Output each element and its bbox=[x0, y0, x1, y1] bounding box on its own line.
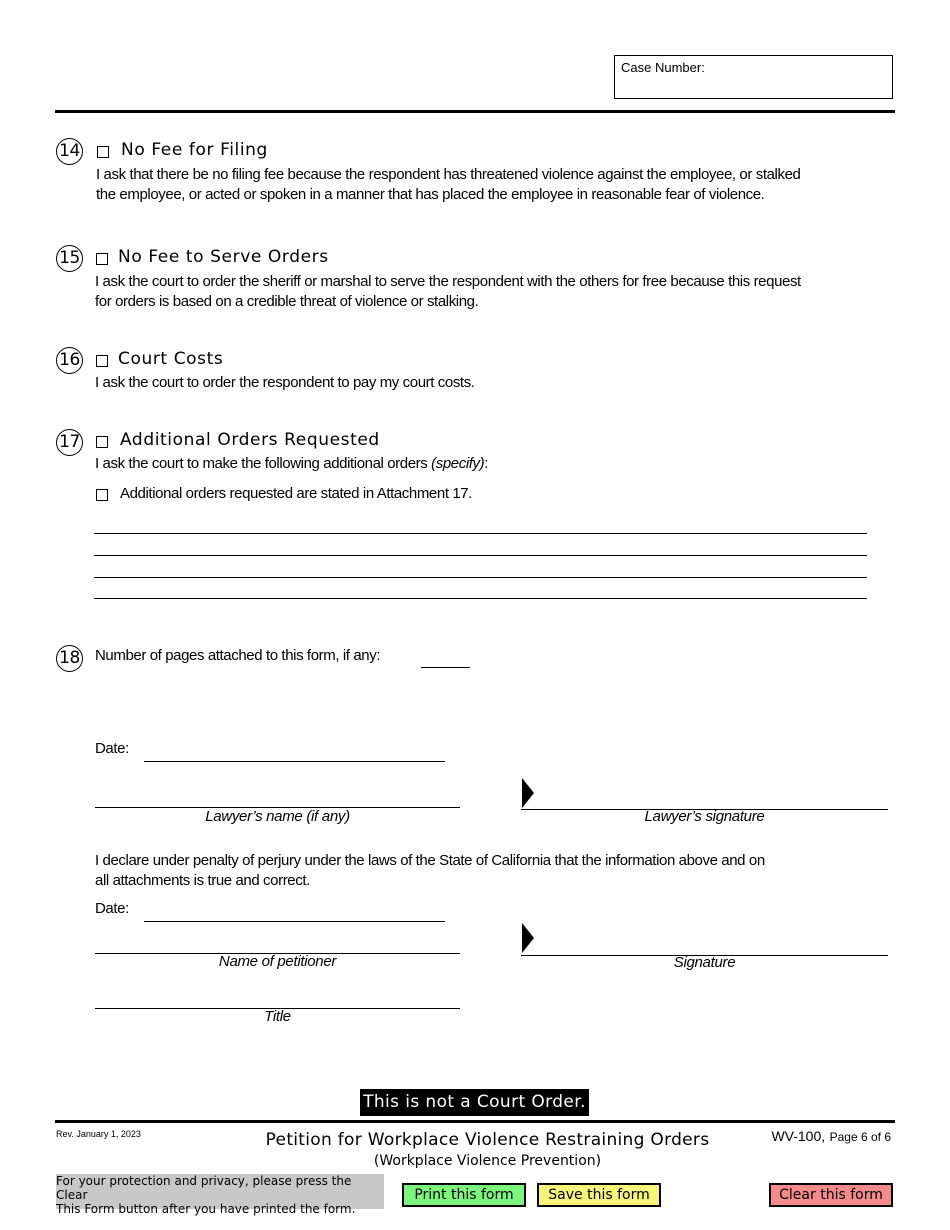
item-17-text-suffix: : bbox=[484, 455, 488, 472]
title-label: Title bbox=[264, 1008, 291, 1025]
print-form-button[interactable]: Print this form bbox=[402, 1183, 526, 1207]
declaration-line-1: I declare under penalty of perjury under the laws of the State of California that the information above and on bbox=[95, 852, 765, 869]
item-15-checkbox[interactable] bbox=[96, 253, 108, 265]
item-18-number: 18 bbox=[56, 645, 83, 672]
item-17-line-3[interactable] bbox=[94, 577, 867, 578]
petitioner-signature-label: Signature bbox=[673, 954, 736, 971]
item-17-line-1[interactable] bbox=[94, 533, 867, 534]
item-15-title: No Fee to Serve Orders bbox=[118, 247, 329, 267]
item-15-text-line-1: I ask the court to order the sheriff or marshal to serve the respondent with the others for free because this request bbox=[95, 273, 801, 290]
date-label-1: Date: bbox=[95, 740, 129, 757]
lawyer-name-label: Lawyer’s name (if any) bbox=[205, 808, 350, 825]
case-number-label: Case Number: bbox=[621, 60, 705, 75]
save-form-button[interactable]: Save this form bbox=[537, 1183, 661, 1207]
signature-arrow-icon bbox=[522, 778, 534, 808]
not-court-order-notice: This is not a Court Order. bbox=[360, 1089, 589, 1116]
item-17-text-prefix: I ask the court to make the following additional orders bbox=[95, 455, 432, 472]
page-info: Page 6 of 6 bbox=[829, 1130, 891, 1144]
item-18-text: Number of pages attached to this form, if any: bbox=[95, 647, 381, 664]
item-17-number: 17 bbox=[56, 429, 83, 456]
revision-date: Rev. January 1, 2023 bbox=[56, 1129, 141, 1139]
lawyer-signature-label: Lawyer’s signature bbox=[644, 808, 765, 825]
item-17-text-specify: (specify) bbox=[431, 455, 485, 472]
item-17-checkbox[interactable] bbox=[96, 436, 108, 448]
item-14-title: No Fee for Filing bbox=[121, 140, 268, 160]
item-15-text-line-2: for orders is based on a credible threat of violence or stalking. bbox=[95, 293, 479, 310]
form-title: Petition for Workplace Violence Restraining Orders bbox=[265, 1130, 710, 1150]
item-17-text bbox=[95, 454, 488, 474]
clear-form-button[interactable]: Clear this form bbox=[769, 1183, 893, 1207]
item-17-attachment-checkbox[interactable] bbox=[96, 489, 108, 501]
item-15-number: 15 bbox=[56, 245, 83, 272]
item-16-title: Court Costs bbox=[118, 349, 224, 369]
item-16-checkbox[interactable] bbox=[96, 355, 108, 367]
privacy-notice bbox=[56, 1174, 384, 1216]
form-code: WV-100, bbox=[771, 1128, 826, 1144]
item-16-text-line-1: I ask the court to order the respondent to pay my court costs. bbox=[95, 374, 475, 391]
date-field-1[interactable] bbox=[144, 761, 445, 762]
pages-attached-field[interactable] bbox=[421, 667, 470, 668]
item-14-text-line-2: the employee, or acted or spoken in a manner that has placed the employee in reasonable fear of violence. bbox=[96, 186, 765, 203]
item-14-checkbox[interactable] bbox=[97, 146, 109, 158]
item-14-number: 14 bbox=[56, 138, 83, 165]
header-rule bbox=[55, 110, 895, 113]
item-14-text-line-1: I ask that there be no filing fee because the respondent has threatened violence against the employee, or stalked bbox=[96, 166, 801, 183]
signature-arrow-icon-2 bbox=[522, 923, 534, 953]
form-code-block bbox=[700, 1128, 891, 1146]
footer-rule bbox=[55, 1120, 895, 1123]
date-field-2[interactable] bbox=[144, 921, 445, 922]
date-label-2: Date: bbox=[95, 900, 129, 917]
item-16-number: 16 bbox=[56, 347, 83, 374]
case-number-box[interactable] bbox=[614, 55, 893, 99]
privacy-line-1: For your protection and privacy, please press the Clear bbox=[56, 1174, 352, 1202]
petitioner-name-label: Name of petitioner bbox=[218, 953, 337, 970]
item-17-line-4[interactable] bbox=[94, 598, 867, 599]
item-17-title: Additional Orders Requested bbox=[120, 430, 380, 450]
privacy-line-2: This Form button after you have printed the form. bbox=[56, 1202, 356, 1216]
declaration-line-2: all attachments is true and correct. bbox=[95, 872, 310, 889]
form-subtitle: (Workplace Violence Prevention) bbox=[373, 1153, 602, 1169]
item-17-line-2[interactable] bbox=[94, 555, 867, 556]
item-17-attachment-text: Additional orders requested are stated in Attachment 17. bbox=[120, 485, 472, 502]
